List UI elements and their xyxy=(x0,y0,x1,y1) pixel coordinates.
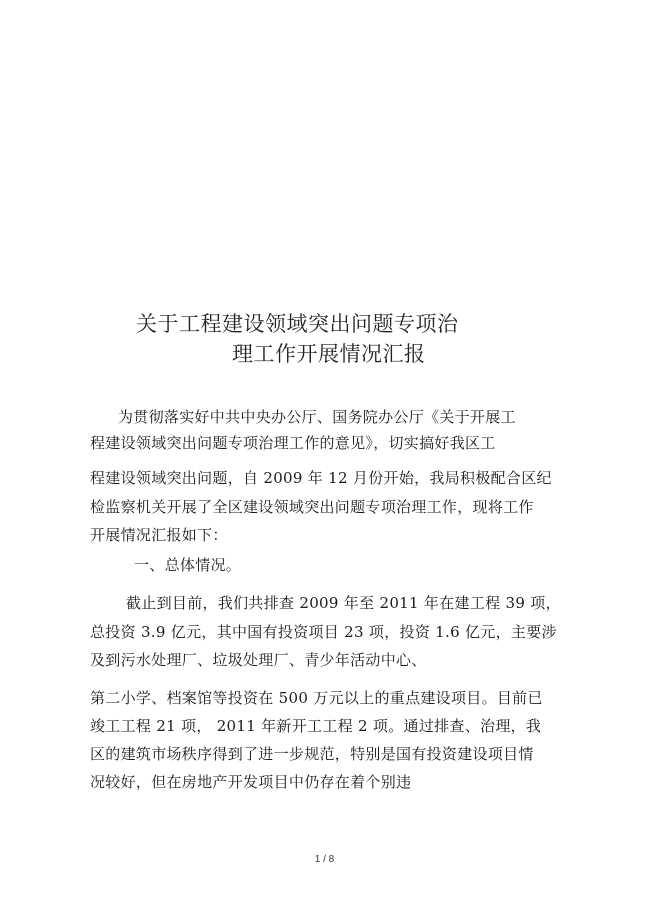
document-title-line-1: 关于工程建设领域突出问题专项治 xyxy=(136,312,459,336)
paragraph-line: 程建设领域突出问题，自 2009 年 12 月份开始，我局积极配合区纪 xyxy=(90,469,552,487)
paragraph-line: 为贯彻落实好中共中央办公厅、国务院办公厅《关于开展工 xyxy=(118,408,516,426)
paragraph-line: 第二小学、档案馆等投资在 500 万元以上的重点建设项目。目前已 xyxy=(90,689,543,707)
paragraph-line: 况较好，但在房地产开发项目中仍存在着个别违 xyxy=(90,773,412,791)
section-heading: 一、总体情况。 xyxy=(134,556,242,574)
paragraph-line: 检监察机关开展了全区建设领域突出问题专项治理工作，现将工作 xyxy=(90,498,534,516)
paragraph-line: 程建设领域突出问题专项治理工作的意见》，切实搞好我区工 xyxy=(90,434,496,452)
paragraph-line: 截止到目前，我们共排查 2009 年至 2011 年在建工程 39 项， xyxy=(126,594,561,612)
paragraph-line: 开展情况汇报如下： xyxy=(90,526,228,544)
paragraph-line: 竣工工程 21 项， 2011 年新开工工程 2 项。通过排查、治理，我 xyxy=(90,717,542,735)
paragraph-line: 区的建筑市场秩序得到了进一步规范，特别是国有投资建设项目情 xyxy=(90,745,534,763)
page-indicator: 1 / 8 xyxy=(314,854,335,865)
paragraph-line: 总投资 3.9 亿元，其中国有投资项目 23 项，投资 1.6 亿元，主要涉 xyxy=(90,623,557,641)
paragraph-line: 及到污水处理厂、垃圾处理厂、青少年活动中心、 xyxy=(90,651,427,669)
document-title-line-2: 理工作开展情况汇报 xyxy=(232,342,426,366)
